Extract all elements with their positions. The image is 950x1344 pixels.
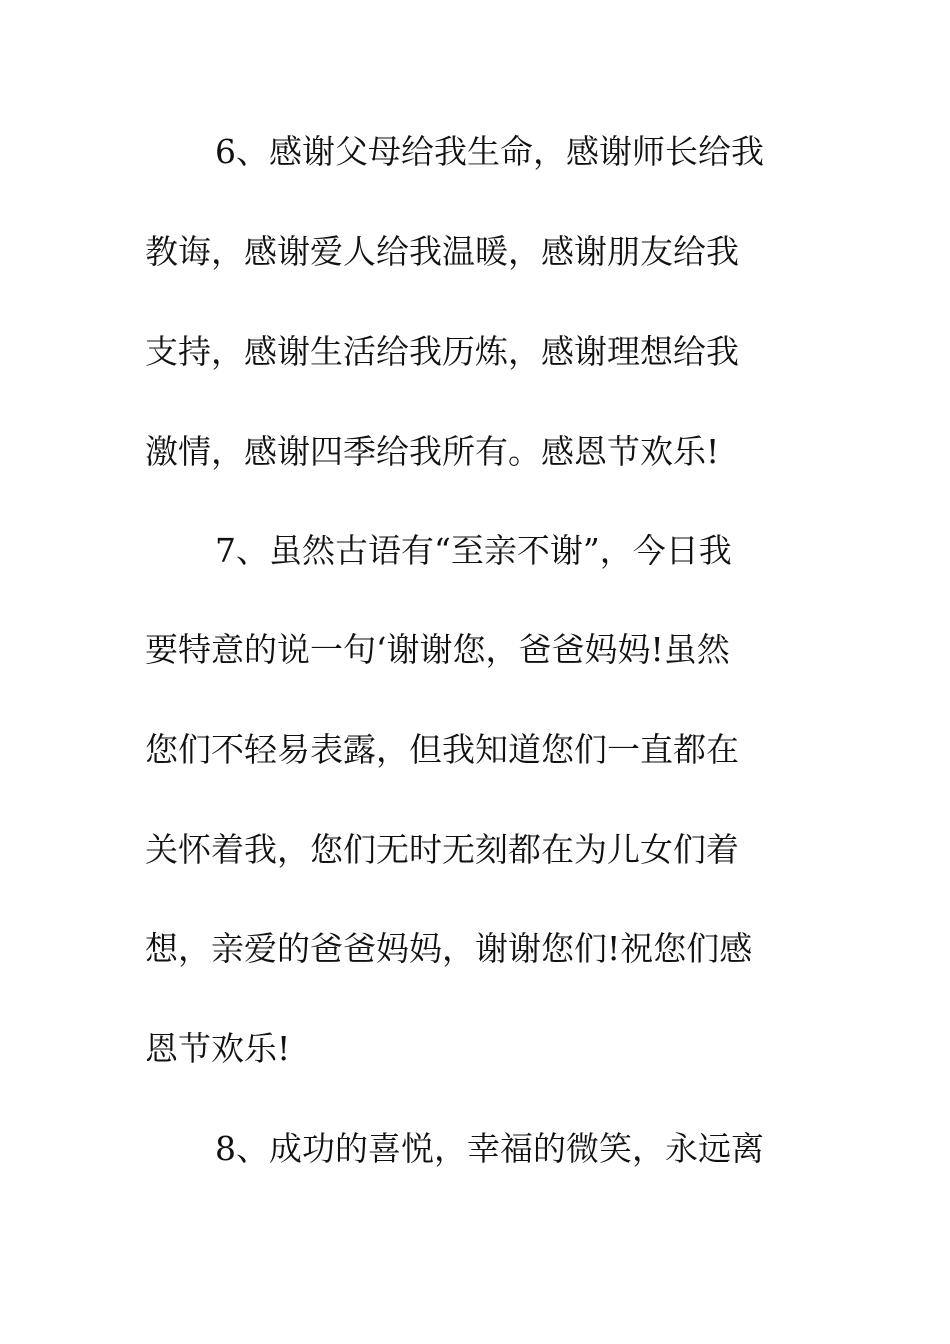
paragraph-7-line-2: 要特意的说一句‘谢谢您，爸爸妈妈!虽然: [145, 630, 730, 669]
paragraph-6-line-1: 6、感谢父母给我生命，感谢师长给我: [215, 132, 764, 171]
paragraph-7-line-5: 想，亲爱的爸爸妈妈，谢谢您们!祝您们感: [145, 929, 753, 968]
paragraph-6-line-2: 教诲，感谢爱人给我温暖，感谢朋友给我: [145, 232, 739, 271]
paragraph-8-line-1: 8、成功的喜悦，幸福的微笑，永远离: [215, 1129, 764, 1168]
paragraph-6-line-3: 支持，感谢生活给我历炼，感谢理想给我: [145, 332, 739, 371]
paragraph-7-line-6: 恩节欢乐!: [145, 1029, 291, 1068]
paragraph-7-line-1: 7、虽然古语有“至亲不谢”，今日我: [215, 531, 732, 570]
paragraph-7-line-3: 您们不轻易表露，但我知道您们一直都在: [145, 730, 739, 769]
paragraph-6-line-4: 激情，感谢四季给我所有。感恩节欢乐!: [145, 432, 720, 471]
paragraph-7-line-4: 关怀着我，您们无时无刻都在为儿女们着: [145, 830, 739, 869]
